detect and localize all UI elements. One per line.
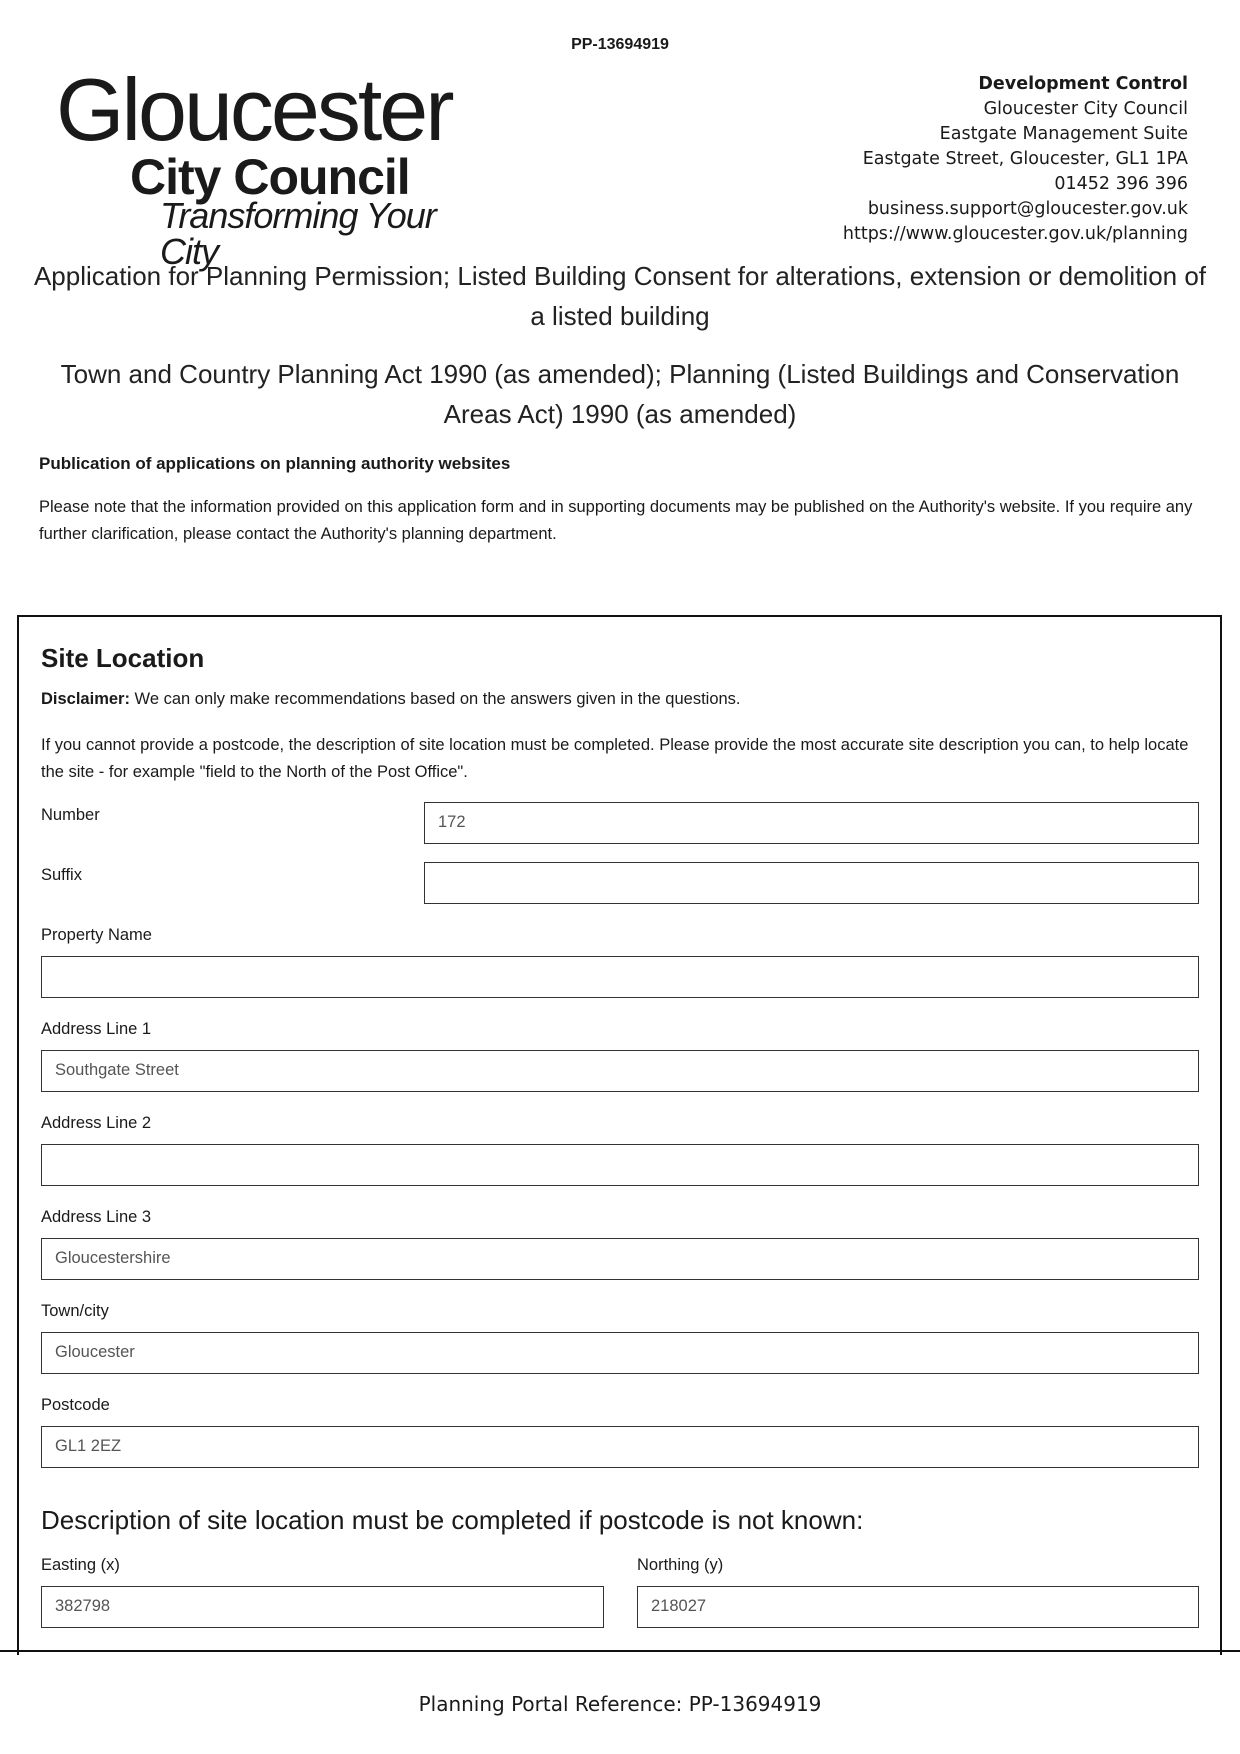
northing-field[interactable]: 218027 xyxy=(637,1586,1199,1628)
department-name: Development Control xyxy=(978,74,1188,94)
address-line: Eastgate Street, Gloucester, GL1 1PA xyxy=(862,149,1188,169)
address-line: Gloucester City Council xyxy=(983,99,1188,119)
council-address xyxy=(843,72,1188,247)
logo-tagline: Transforming Your City xyxy=(160,195,436,272)
top-reference: PP-13694919 xyxy=(571,36,669,53)
address-line-3-field[interactable]: Gloucestershire xyxy=(41,1238,1199,1280)
postcode-field[interactable]: GL1 2EZ xyxy=(41,1426,1199,1468)
number-field[interactable]: 172 xyxy=(424,802,1199,844)
postcode-label: Postcode xyxy=(41,1396,110,1414)
footer-reference: Planning Portal Reference: PP-13694919 xyxy=(418,1692,822,1716)
disclaimer-label: Disclaimer: xyxy=(41,690,130,708)
disclaimer xyxy=(41,690,741,709)
easting-label: Easting (x) xyxy=(41,1556,120,1574)
number-label: Number xyxy=(41,806,100,824)
publication-heading: Publication of applications on planning authority websites xyxy=(39,454,511,473)
site-location-heading: Site Location xyxy=(41,643,205,673)
property-name-field[interactable] xyxy=(41,956,1199,998)
northing-label: Northing (y) xyxy=(637,1556,724,1574)
easting-field[interactable]: 382798 xyxy=(41,1586,604,1628)
address-line-3-label: Address Line 3 xyxy=(41,1208,152,1226)
address-line: Eastgate Management Suite xyxy=(939,124,1188,144)
page-divider xyxy=(0,1650,1240,1652)
town-city-label: Town/city xyxy=(41,1302,109,1320)
logo-gloucester: Gloucester xyxy=(56,60,452,159)
site-instructions: If you cannot provide a postcode, the description of site location must be completed. Please provide the most accurate site description you can, to help locate the site - for example "field to the North of the Post Office". xyxy=(41,736,1189,781)
town-city-field[interactable]: Gloucester xyxy=(41,1332,1199,1374)
email-address: business.support@gloucester.gov.uk xyxy=(867,199,1188,219)
suffix-label: Suffix xyxy=(41,866,82,884)
acts-title: Town and Country Planning Act 1990 (as amended); Planning (Listed Buildings and Conservation Areas Act) 1990 (as amended) xyxy=(60,359,1180,429)
disclaimer-text: We can only make recommendations based on the answers given in the questions. xyxy=(129,690,741,708)
logo-city-council: City Council xyxy=(130,149,410,205)
address-line-2-label: Address Line 2 xyxy=(41,1114,152,1132)
description-heading: Description of site location must be completed if postcode is not known: xyxy=(41,1505,864,1535)
publication-text: Please note that the information provided on this application form and in supporting documents may be published on the Authority's website. If you require any further clarification, please contact the Authority's planning department. xyxy=(39,498,1193,543)
application-title: Application for Planning Permission; Listed Building Consent for alterations, extension or demolition of a listed building xyxy=(33,261,1207,331)
address-line-2-field[interactable] xyxy=(41,1144,1199,1186)
website-url: https://www.gloucester.gov.uk/planning xyxy=(842,224,1188,244)
address-line-1-label: Address Line 1 xyxy=(41,1020,152,1038)
phone-number: 01452 396 396 xyxy=(1054,174,1188,194)
suffix-field[interactable] xyxy=(424,862,1199,904)
council-logo xyxy=(56,60,476,272)
property-name-label: Property Name xyxy=(41,926,152,944)
address-line-1-field[interactable]: Southgate Street xyxy=(41,1050,1199,1092)
